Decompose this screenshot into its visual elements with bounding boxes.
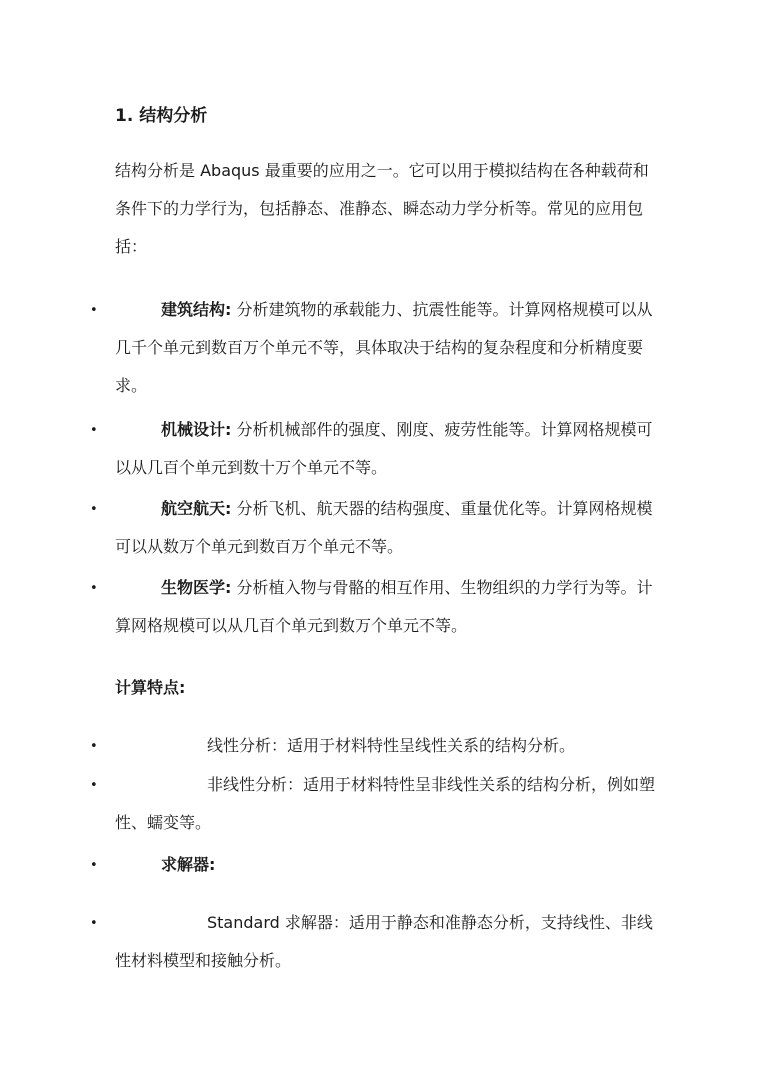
bullet-dot: • (90, 303, 98, 318)
bullet-dot: • (90, 502, 98, 517)
list-item-building (115, 291, 660, 405)
feature-item-text: 线性分析：适用于材料特性呈线性关系的结构分析。 (207, 736, 576, 755)
list-item-text: 分析飞机、航天器的结构强度、重量优化等。计算网格规模可以从数万个单元到数百万个单元不等。 (115, 499, 653, 556)
list-item-biomedical (115, 569, 660, 645)
bullet-dot: • (90, 739, 98, 754)
list-item-text: 分析建筑物的承载能力、抗震性能等。计算网格规模可以从几千个单元到数百万个单元不等，具体取决于结构的复杂程度和分析精度要求。 (115, 300, 653, 395)
solver-item-standard (115, 904, 660, 980)
list-item-mechanical (115, 411, 660, 487)
features-heading: 计算特点: (115, 678, 186, 697)
feature-item-text: 非线性分析：适用于材料特性呈非线性关系的结构分析，例如塑性、蠕变等。 (115, 775, 656, 832)
intro-paragraph: 结构分析是 Abaqus 最重要的应用之一。它可以用于模拟结构在各种载荷和条件下的力学行为，包括静态、准静态、瞬态动力学分析等。常见的应用包括： (115, 161, 649, 256)
list-item-aerospace (115, 490, 660, 566)
bullet-dot: • (90, 916, 98, 931)
solver-item-text: Standard 求解器：适用于静态和准静态分析，支持线性、非线性材料模型和接触分析。 (115, 913, 653, 970)
bullet-dot: • (90, 423, 98, 438)
list-item-lead: 机械设计: (161, 420, 232, 439)
bullet-dot: • (90, 858, 98, 873)
list-item-lead: 生物医学: (161, 578, 232, 597)
solver-heading-text: 求解器: (161, 855, 216, 874)
list-item-lead: 建筑结构: (161, 300, 232, 319)
list-item-lead: 航空航天: (161, 499, 232, 518)
solver-heading (115, 846, 660, 884)
feature-item-linear (115, 727, 660, 765)
list-item-text: 分析植入物与骨骼的相互作用、生物组织的力学行为等。计算网格规模可以从几百个单元到数万个单元不等。 (115, 578, 653, 635)
list-item-text: 分析机械部件的强度、刚度、疲劳性能等。计算网格规模可以从几百个单元到数十万个单元不等。 (115, 420, 653, 477)
feature-item-nonlinear (115, 766, 660, 842)
section-heading: 1. 结构分析 (115, 106, 208, 126)
bullet-dot: • (90, 581, 98, 596)
bullet-dot: • (90, 778, 98, 793)
